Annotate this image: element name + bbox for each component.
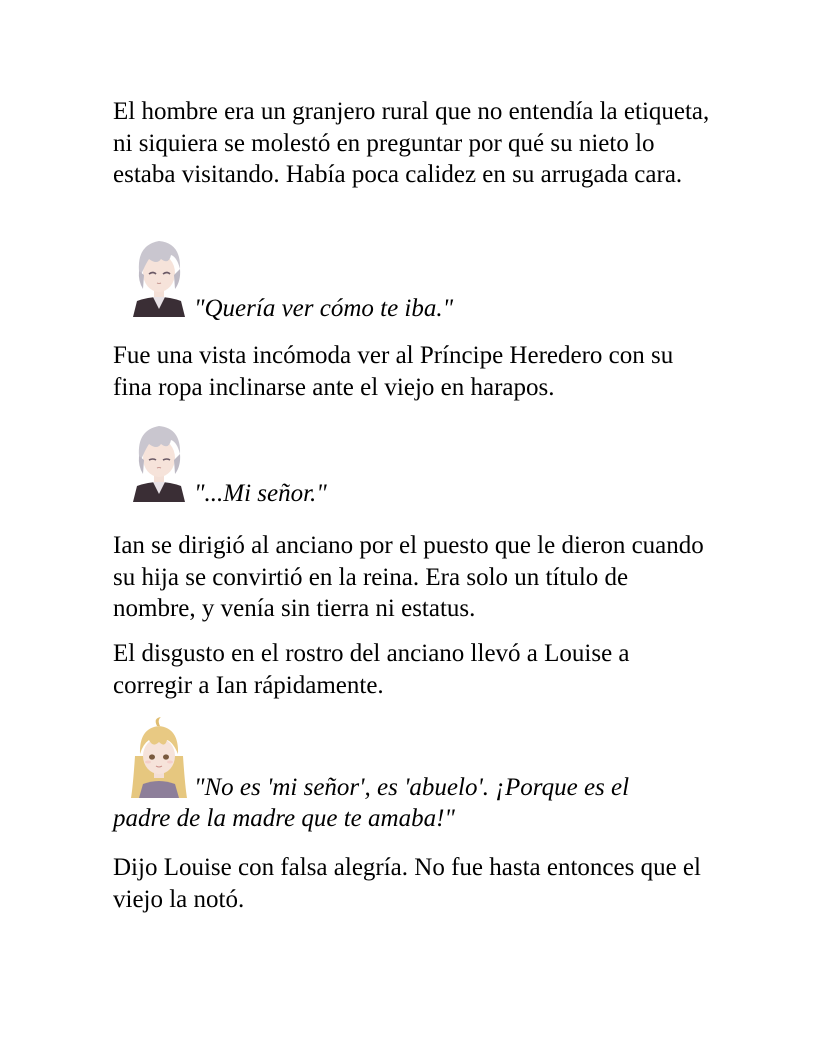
narration-paragraph-5: Dijo Louise con falsa alegría. No fue hasta entonces que el viejo la notó. (113, 854, 701, 913)
dialogue-line: "Quería ver cómo te iba." (194, 295, 454, 322)
ian-portrait-icon (127, 235, 191, 317)
dialogue-ian-1 (113, 235, 713, 325)
ian-portrait-icon (127, 420, 191, 502)
dialogue-line-2: padre de la madre que te amaba!" (113, 805, 455, 832)
narration-paragraph-2: Fue una vista incómoda ver al Príncipe Heredero con su fina ropa inclinarse ante el viejo en harapos. (113, 342, 674, 401)
dialogue-line: "...Mi señor." (194, 480, 327, 507)
narration-paragraph-3: Ian se dirigió al anciano por el puesto que le dieron cuando su hija se convirtió en la reina. Era solo un título de nombre, y venía sin tierra ni estatus. (113, 532, 704, 622)
dialogue-line-1: "No es 'mi señor', es 'abuelo'. ¡Porque es el (194, 774, 630, 801)
dialogue-louise (113, 716, 713, 836)
dialogue-ian-2 (113, 420, 713, 510)
louise-portrait-icon (127, 716, 191, 798)
narration-paragraph-1: El hombre era un granjero rural que no entendía la etiqueta, ni siquiera se molestó en preguntar por qué su nieto lo estaba visitando. Había poca calidez en su arrugada cara. (113, 98, 710, 188)
narration-paragraph-4: El disgusto en el rostro del anciano llevó a Louise a corregir a Ian rápidamente. (113, 640, 630, 699)
